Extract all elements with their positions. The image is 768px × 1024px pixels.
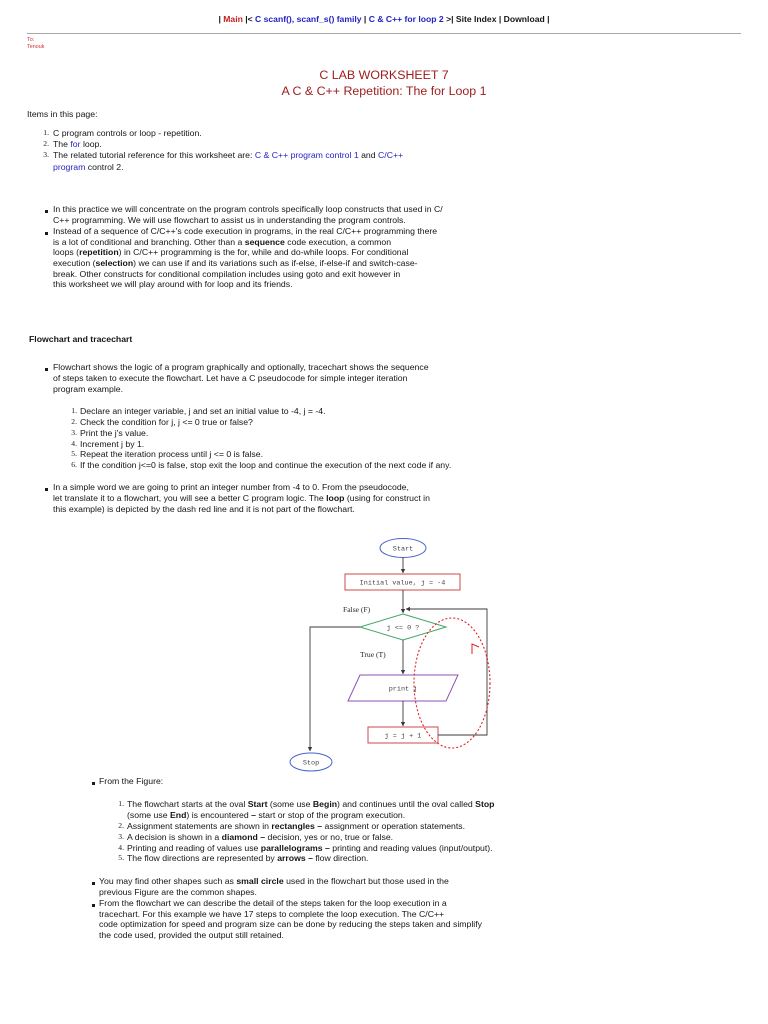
- print-label: print j: [388, 685, 418, 694]
- bold-text: –: [251, 810, 256, 820]
- text-segment: From the flowchart we can describe the detail of the steps taken for the loop execution in a: [99, 898, 447, 908]
- text-line: [53, 384, 123, 394]
- text-segment: (some use: [127, 810, 170, 820]
- figure-lead: From the Figure:: [99, 776, 164, 786]
- link[interactable]: C & C++ program control 1: [254, 150, 359, 160]
- bold-text: End: [169, 810, 187, 820]
- bold-text: Stop: [475, 799, 495, 809]
- list-number: 1.: [118, 799, 124, 808]
- text-segment: |: [218, 14, 224, 24]
- text-segment: code execution, a common: [284, 237, 392, 247]
- text-segment: execution (: [53, 258, 96, 268]
- text-line: [53, 128, 202, 138]
- link[interactable]: for: [70, 139, 81, 149]
- text-segment: Assignment statements are shown in: [127, 821, 272, 831]
- text-line: [53, 373, 407, 383]
- text-line: [53, 215, 406, 225]
- bold-text: Start: [247, 799, 268, 809]
- decision-label: j <= 0 ?: [386, 624, 420, 633]
- text-line: [53, 493, 430, 503]
- bold-text: Begin: [312, 799, 338, 809]
- text-segment: and: [358, 150, 378, 160]
- list-number: 2.: [43, 139, 49, 148]
- bullet-marker: [45, 368, 48, 371]
- text-segment: (using for construct in: [344, 493, 430, 503]
- text-line: [127, 843, 493, 853]
- text-line: [127, 799, 494, 809]
- text-line: [127, 832, 393, 842]
- text-line: [53, 504, 355, 514]
- text-segment: (some use: [267, 799, 313, 809]
- text-segment: |: [496, 14, 504, 24]
- text-segment: Flowchart shows the logic of a program graphically and optionally, tracechart shows the sequence: [53, 362, 429, 372]
- logo-alt-line: Tenouk: [27, 44, 45, 50]
- text-segment: flow direction.: [312, 853, 369, 863]
- text-segment: let translate it to a flowchart, you will see a better C program logic. The: [53, 493, 327, 503]
- text-line: [127, 853, 368, 863]
- list-number: 3.: [71, 428, 77, 437]
- text-segment: The: [53, 139, 71, 149]
- increment-label: j = j + 1: [384, 732, 422, 741]
- text-line: [53, 482, 409, 492]
- text-segment: C++ programming. We will use flowchart to assist us in understanding the program controls.: [53, 215, 406, 225]
- bold-text: sequence: [244, 237, 285, 247]
- text-line: [53, 247, 408, 257]
- text-line: [99, 919, 482, 929]
- text-segment: ) in C/C++ programming is the for, while and do-while loops. For conditional: [118, 247, 409, 257]
- stop-label: Stop: [302, 759, 320, 768]
- text-line: [53, 258, 418, 268]
- text-segment: break. Other constructs for conditional compilation includes using goto and exit however in: [53, 269, 401, 279]
- step-text: Print the j's value.: [80, 428, 149, 438]
- bold-text: selection: [95, 258, 134, 268]
- link[interactable]: Main: [223, 14, 243, 24]
- link[interactable]: C/C++: [378, 150, 404, 160]
- bullet-marker: [45, 488, 48, 491]
- text-segment: loop.: [80, 139, 102, 149]
- text-segment: In a simple word we are going to print an integer number from -4 to 0. From the pseudocode,: [53, 482, 409, 492]
- text-line: [53, 269, 400, 279]
- text-segment: ) is encountered: [186, 810, 252, 820]
- text-segment: previous Figure are the common shapes.: [99, 887, 257, 897]
- items-heading: Items in this page:: [27, 109, 98, 119]
- list-number: 3.: [118, 832, 124, 841]
- text-segment: The flowchart starts at the oval: [127, 799, 248, 809]
- list-number: 2.: [71, 417, 77, 426]
- text-segment: printing and reading values (input/output).: [329, 843, 493, 853]
- step-text: If the condition j<=0 is false, stop exit the loop and continue the execution of the next code if any.: [80, 460, 452, 470]
- list-number: 5.: [71, 449, 77, 458]
- false-branch-label: False (F): [343, 605, 371, 614]
- text-segment: ) we can use if and its variations such as if-else, if-else-if and switch-case-: [133, 258, 418, 268]
- link[interactable]: program: [53, 162, 86, 172]
- page-title: C LAB WORKSHEET 7: [319, 68, 449, 82]
- text-segment: You may find other shapes such as: [99, 876, 237, 886]
- text-line: [53, 204, 443, 214]
- false-branch-arrow: [310, 627, 360, 751]
- text-segment: |<: [242, 14, 256, 24]
- true-branch-label: True (T): [360, 650, 386, 659]
- text-line: [53, 237, 391, 247]
- step-text: Increment j by 1.: [80, 439, 145, 449]
- link[interactable]: Site Index: [455, 14, 497, 24]
- flowchart-figure: [280, 530, 500, 780]
- list-number: 3.: [43, 150, 49, 159]
- text-segment: The related tutorial reference for this worksheet are:: [53, 150, 255, 160]
- list-number: 4.: [118, 843, 124, 852]
- link[interactable]: C & C++ for loop 2: [368, 14, 444, 24]
- bullet-marker: [45, 210, 48, 213]
- step-text: Check the condition for j, j <= 0 true or false?: [80, 417, 253, 427]
- text-line: [99, 909, 444, 919]
- bold-text: diamond –: [221, 832, 266, 842]
- bullet-marker: [92, 782, 95, 785]
- logo-alt-line: To:: [27, 37, 35, 43]
- text-segment: tracechart. For this example we have 17 steps to complete the loop execution. The C/C++: [99, 909, 445, 919]
- step-text: Declare an integer variable, j and set an initial value to -4, j = -4.: [80, 406, 326, 416]
- text-line: [99, 930, 284, 940]
- text-segment: start or stop of the program execution.: [255, 810, 406, 820]
- bold-text: parallelograms –: [260, 843, 330, 853]
- bold-text: loop: [326, 493, 345, 503]
- text-segment: Printing and reading of values use: [127, 843, 261, 853]
- section-heading: Flowchart and tracechart: [29, 334, 133, 344]
- step-text: Repeat the iteration process until j <= 0 is false.: [80, 449, 264, 459]
- start-label: Start: [392, 545, 414, 554]
- page-subtitle: A C & C++ Repetition: The for Loop 1: [281, 84, 487, 98]
- text-segment: A decision is shown in a: [127, 832, 222, 842]
- horizontal-rule: [27, 33, 741, 34]
- list-number: 6.: [71, 460, 77, 469]
- loop-indicator-arrow: [472, 644, 479, 654]
- bold-text: repetition: [79, 247, 119, 257]
- list-number: 5.: [118, 853, 124, 862]
- text-line: [127, 821, 465, 831]
- bullet-marker: [45, 232, 48, 235]
- initial-value-label: Initial value, j = -4: [359, 579, 446, 588]
- text-segment: this example) is depicted by the dash red line and it is not part of the flowchart.: [53, 504, 355, 514]
- bold-text: arrows –: [277, 853, 313, 863]
- text-segment: >|: [443, 14, 456, 24]
- bold-text: rectangles –: [271, 821, 323, 831]
- link[interactable]: Download: [503, 14, 545, 24]
- text-segment: |: [544, 14, 550, 24]
- bullet-marker: [92, 882, 95, 885]
- text-line: [99, 898, 447, 908]
- text-segment: loops (: [53, 247, 80, 257]
- text-segment: |: [361, 14, 369, 24]
- text-line: [99, 887, 257, 897]
- text-line: [127, 810, 405, 820]
- text-segment: control 2.: [85, 162, 124, 172]
- text-segment: C program controls or loop - repetition.: [53, 128, 202, 138]
- list-number: 2.: [118, 821, 124, 830]
- list-number: 4.: [71, 439, 77, 448]
- text-segment: code optimization for speed and program size can be done by reducing the steps taken and simplify: [99, 919, 482, 929]
- text-line: [99, 876, 449, 886]
- top-navigation: [0, 13, 768, 25]
- text-line: [53, 226, 437, 236]
- link[interactable]: C scanf(), scanf_s() family: [255, 14, 362, 24]
- bullet-marker: [92, 904, 95, 907]
- text-segment: program example.: [53, 384, 124, 394]
- list-number: 1.: [43, 128, 49, 137]
- text-line: [53, 150, 403, 160]
- text-segment: is a lot of conditional and branching. Other than a: [53, 237, 245, 247]
- text-segment: this worksheet we will play around with for loop and its friends.: [53, 279, 293, 289]
- text-line: [53, 139, 102, 149]
- text-segment: ) and continues until the oval called: [337, 799, 476, 809]
- list-number: 1.: [71, 406, 77, 415]
- bold-text: small circle: [236, 876, 284, 886]
- text-segment: In this practice we will concentrate on the program controls specifically loop constructs that used in C/: [53, 204, 443, 214]
- text-line: [53, 362, 429, 372]
- text-segment: assignment or operation statements.: [322, 821, 466, 831]
- text-segment: The flow directions are represented by: [127, 853, 278, 863]
- text-segment: the code used, provided the output still retained.: [99, 930, 284, 940]
- text-line: [53, 279, 293, 289]
- text-line: [53, 162, 124, 172]
- text-segment: Instead of a sequence of C/C++'s code execution in programs, in the real C/C++ programming there: [53, 226, 438, 236]
- text-segment: decision, yes or no, true or false.: [265, 832, 394, 842]
- text-segment: of steps taken to execute the flowchart. Let have a C pseudocode for simple integer iteration: [53, 373, 408, 383]
- text-segment: used in the flowchart but those used in the: [283, 876, 449, 886]
